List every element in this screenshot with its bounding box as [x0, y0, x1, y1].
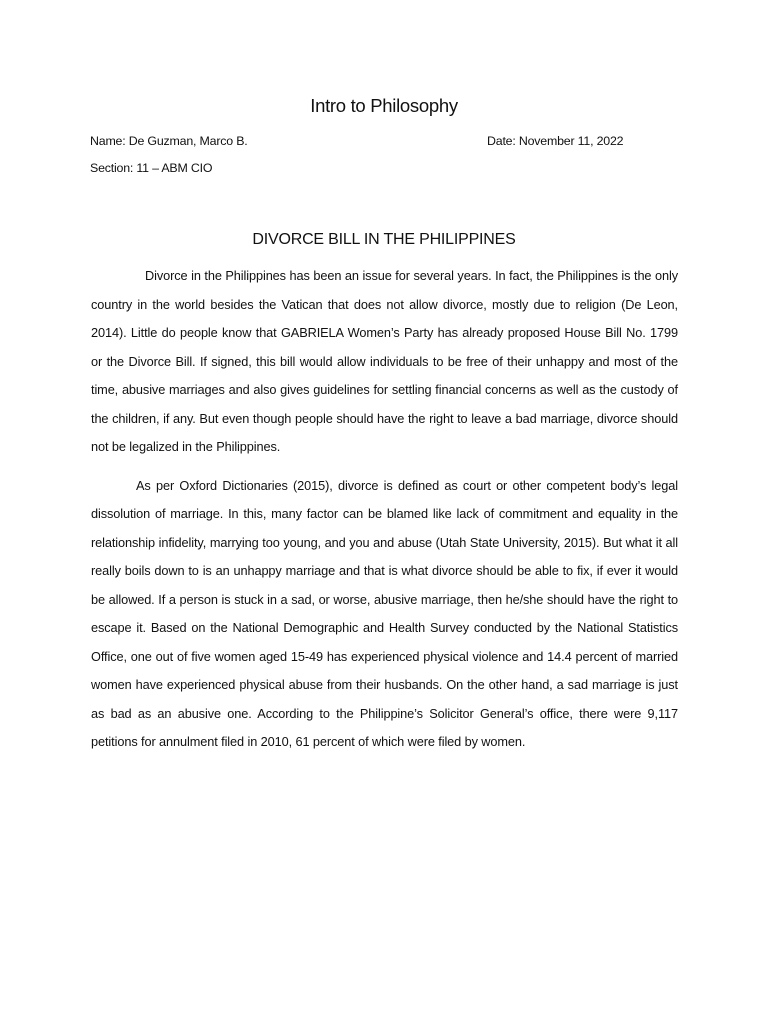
student-section: Section: 11 – ABM CIO [90, 161, 213, 175]
essay-paragraph-1: Divorce in the Philippines has been an issue for several years. In fact, the Philippines is the only country in the world besides the Vatican that does not allow divorce, mostly due to religion (De Leon, 2014). Little do people know that GABRIELA Women’s Party has already proposed House Bill No. 1799 or the Divorce Bill. If signed, this bill would allow individuals to be free of their unhappy and most of the time, abusive marriages and also gives guidelines for settling financial concerns as well as the custody of the children, if any. But even though people should have the right to leave a bad marriage, divorce should not be legalized in the Philippines. [91, 268, 678, 454]
essay-paragraph-2: As per Oxford Dictionaries (2015), divorce is defined as court or other competent body’s legal dissolution of marriage. In this, many factor can be blamed like lack of commitment and equality in the relationship infidelity, marrying too young, and you and abuse (Utah State University, 2015). But what it all really boils down to is an unhappy marriage and that is what divorce should be able to fix, if ever it would be allowed. If a person is stuck in a sad, or worse, abusive marriage, then he/she should have the right to escape it. Based on the National Demographic and Health Survey conducted by the National Statistics Office, one out of five women aged 15-49 has experienced physical violence and 14.4 percent of married women have experienced physical abuse from their husbands. On the other hand, a sad marriage is just as bad as an abusive one. According to the Philippine’s Solicitor General’s office, there were 9,117 petitions for annulment filed in 2010, 61 percent of which were filed by women. [91, 477, 678, 749]
student-name: Name: De Guzman, Marco B. [90, 134, 248, 148]
essay-body [91, 262, 678, 757]
document-date: Date: November 11, 2022 [487, 134, 624, 148]
essay-heading: DIVORCE BILL IN THE PHILIPPINES [252, 231, 516, 248]
course-title: Intro to Philosophy [310, 95, 458, 116]
